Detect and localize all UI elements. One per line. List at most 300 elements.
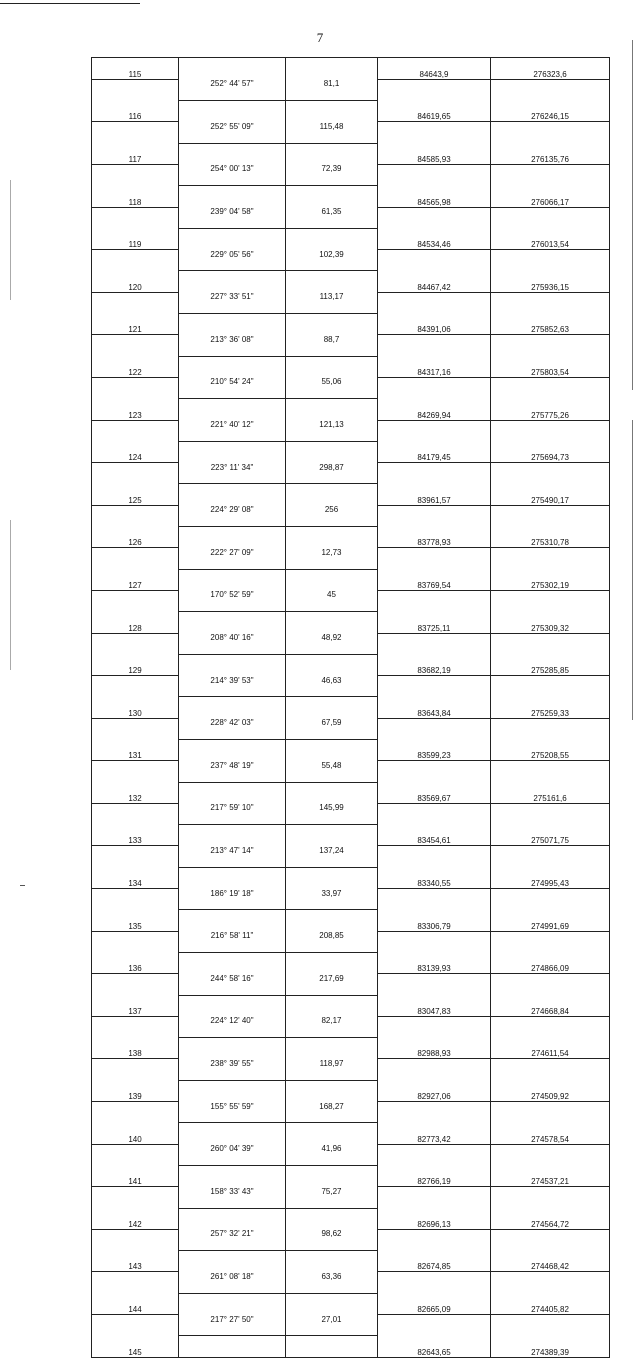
point-number-cell: 145 xyxy=(92,1336,179,1358)
table-row-segment xyxy=(92,164,610,185)
table-row-point xyxy=(92,1080,610,1101)
x-coordinate-cell-spacer xyxy=(378,1016,491,1037)
point-number-cell-spacer xyxy=(92,122,179,143)
y-coordinate-cell: 275490,17 xyxy=(491,484,610,505)
y-coordinate-cell-spacer xyxy=(491,420,610,441)
x-coordinate-cell: 84467,42 xyxy=(378,271,491,292)
x-coordinate-cell-spacer xyxy=(378,463,491,484)
x-coordinate-cell-spacer xyxy=(378,207,491,228)
angle-cell-spacer xyxy=(179,143,286,164)
distance-cell-spacer xyxy=(286,441,378,462)
distance-cell-spacer xyxy=(286,1208,378,1229)
point-number-cell-spacer xyxy=(92,548,179,569)
direction-angle-cell: 252° 55' 09" xyxy=(179,122,286,143)
x-coordinate-cell-spacer xyxy=(378,846,491,867)
y-coordinate-cell-spacer xyxy=(491,1144,610,1165)
y-coordinate-cell: 275310,78 xyxy=(491,527,610,548)
x-coordinate-cell-spacer xyxy=(378,803,491,824)
x-coordinate-cell-spacer xyxy=(378,79,491,100)
y-coordinate-cell-spacer xyxy=(491,889,610,910)
direction-angle-cell: 229° 05' 56" xyxy=(179,250,286,271)
x-coordinate-cell-spacer xyxy=(378,974,491,995)
point-number-cell-spacer xyxy=(92,1144,179,1165)
point-number-cell-spacer xyxy=(92,1102,179,1123)
table-row-segment xyxy=(92,122,610,143)
distance-cell: 118,97 xyxy=(286,1059,378,1080)
distance-cell: 102,39 xyxy=(286,250,378,271)
angle-cell-spacer xyxy=(179,612,286,633)
angle-cell-spacer xyxy=(179,527,286,548)
distance-cell-spacer xyxy=(286,186,378,207)
distance-cell: 168,27 xyxy=(286,1102,378,1123)
table-row-segment xyxy=(92,1229,610,1250)
distance-cell-spacer xyxy=(286,143,378,164)
distance-cell-spacer xyxy=(286,58,378,80)
distance-cell-spacer xyxy=(286,952,378,973)
distance-cell: 113,17 xyxy=(286,292,378,313)
y-coordinate-cell: 275803,54 xyxy=(491,356,610,377)
x-coordinate-cell-spacer xyxy=(378,122,491,143)
y-coordinate-cell: 274578,54 xyxy=(491,1123,610,1144)
direction-angle-cell: 224° 29' 08" xyxy=(179,505,286,526)
distance-cell-spacer xyxy=(286,314,378,335)
point-number-cell: 122 xyxy=(92,356,179,377)
distance-cell-spacer xyxy=(286,995,378,1016)
distance-cell: 98,62 xyxy=(286,1229,378,1250)
direction-angle-cell: 228° 42' 03" xyxy=(179,718,286,739)
distance-cell: 298,87 xyxy=(286,463,378,484)
direction-angle-cell: 214° 39' 53" xyxy=(179,676,286,697)
direction-angle-cell: 186° 19' 18" xyxy=(179,889,286,910)
direction-angle-cell: 227° 33' 51" xyxy=(179,292,286,313)
table-row-segment xyxy=(92,676,610,697)
table-row-segment xyxy=(92,803,610,824)
distance-cell-spacer xyxy=(286,101,378,122)
point-number-cell-spacer xyxy=(92,79,179,100)
angle-cell-spacer xyxy=(179,1336,286,1358)
x-coordinate-cell: 84269,94 xyxy=(378,399,491,420)
x-coordinate-cell-spacer xyxy=(378,1144,491,1165)
y-coordinate-cell: 275309,32 xyxy=(491,612,610,633)
point-number-cell: 116 xyxy=(92,101,179,122)
x-coordinate-cell: 82696,13 xyxy=(378,1208,491,1229)
x-coordinate-cell-spacer xyxy=(378,590,491,611)
table-row-segment xyxy=(92,420,610,441)
point-number-cell-spacer xyxy=(92,590,179,611)
table-row-segment xyxy=(92,1016,610,1037)
direction-angle-cell: 252° 44' 57" xyxy=(179,79,286,100)
direction-angle-cell: 170° 52' 59" xyxy=(179,590,286,611)
distance-cell-spacer xyxy=(286,867,378,888)
distance-cell-spacer xyxy=(286,612,378,633)
y-coordinate-cell: 275775,26 xyxy=(491,399,610,420)
x-coordinate-cell: 83769,54 xyxy=(378,569,491,590)
angle-cell-spacer xyxy=(179,271,286,292)
y-coordinate-cell: 276066,17 xyxy=(491,186,610,207)
distance-cell: 75,27 xyxy=(286,1187,378,1208)
x-coordinate-cell: 83643,84 xyxy=(378,697,491,718)
table-row-segment xyxy=(92,377,610,398)
table-row-point xyxy=(92,271,610,292)
x-coordinate-cell: 83725,11 xyxy=(378,612,491,633)
distance-cell-spacer xyxy=(286,399,378,420)
table-row-point xyxy=(92,1251,610,1272)
angle-cell-spacer xyxy=(179,995,286,1016)
point-number-cell: 136 xyxy=(92,952,179,973)
angle-cell-spacer xyxy=(179,101,286,122)
x-coordinate-cell: 82766,19 xyxy=(378,1165,491,1186)
point-number-cell: 143 xyxy=(92,1251,179,1272)
y-coordinate-cell: 274866,09 xyxy=(491,952,610,973)
point-number-cell-spacer xyxy=(92,718,179,739)
table-row-point xyxy=(92,356,610,377)
x-coordinate-cell: 83682,19 xyxy=(378,654,491,675)
table-row-segment xyxy=(92,718,610,739)
x-coordinate-cell: 84643,9 xyxy=(378,58,491,80)
x-coordinate-cell-spacer xyxy=(378,1315,491,1336)
y-coordinate-cell-spacer xyxy=(491,1016,610,1037)
x-coordinate-cell-spacer xyxy=(378,1229,491,1250)
direction-angle-cell: 257° 32' 21" xyxy=(179,1229,286,1250)
distance-cell: 81,1 xyxy=(286,79,378,100)
point-number-cell-spacer xyxy=(92,335,179,356)
y-coordinate-cell-spacer xyxy=(491,931,610,952)
y-coordinate-cell-spacer xyxy=(491,335,610,356)
angle-cell-spacer xyxy=(179,186,286,207)
y-coordinate-cell: 276323,6 xyxy=(491,58,610,80)
direction-angle-cell: 221° 40' 12" xyxy=(179,420,286,441)
table-row-segment xyxy=(92,931,610,952)
direction-angle-cell: 213° 36' 08" xyxy=(179,335,286,356)
table-row-point xyxy=(92,1208,610,1229)
distance-cell: 63,36 xyxy=(286,1272,378,1293)
direction-angle-cell: 223° 11' 34" xyxy=(179,463,286,484)
x-coordinate-cell: 82665,09 xyxy=(378,1293,491,1314)
x-coordinate-cell-spacer xyxy=(378,335,491,356)
table-row-segment xyxy=(92,761,610,782)
x-coordinate-cell-spacer xyxy=(378,889,491,910)
x-coordinate-cell: 84619,65 xyxy=(378,101,491,122)
table-row-point xyxy=(92,1165,610,1186)
direction-angle-cell: 217° 27' 50" xyxy=(179,1315,286,1336)
table-row-segment xyxy=(92,1272,610,1293)
x-coordinate-cell-spacer xyxy=(378,718,491,739)
point-number-cell: 117 xyxy=(92,143,179,164)
point-number-cell-spacer xyxy=(92,633,179,654)
y-coordinate-cell: 275071,75 xyxy=(491,825,610,846)
x-coordinate-cell: 82988,93 xyxy=(378,1038,491,1059)
table-row-point xyxy=(92,484,610,505)
direction-angle-cell: 210° 54' 24" xyxy=(179,377,286,398)
point-number-cell: 139 xyxy=(92,1080,179,1101)
distance-cell: 82,17 xyxy=(286,1016,378,1037)
direction-angle-cell: 261° 08' 18" xyxy=(179,1272,286,1293)
point-number-cell: 135 xyxy=(92,910,179,931)
point-number-cell: 134 xyxy=(92,867,179,888)
distance-cell-spacer xyxy=(286,484,378,505)
distance-cell: 115,48 xyxy=(286,122,378,143)
y-coordinate-cell-spacer xyxy=(491,1272,610,1293)
table-row-segment xyxy=(92,463,610,484)
distance-cell: 33,97 xyxy=(286,889,378,910)
point-number-cell: 125 xyxy=(92,484,179,505)
distance-cell: 88,7 xyxy=(286,335,378,356)
distance-cell-spacer xyxy=(286,1123,378,1144)
x-coordinate-cell-spacer xyxy=(378,292,491,313)
x-coordinate-cell: 83340,55 xyxy=(378,867,491,888)
angle-cell-spacer xyxy=(179,740,286,761)
point-number-cell: 144 xyxy=(92,1293,179,1314)
table-row-point xyxy=(92,910,610,931)
point-number-cell: 132 xyxy=(92,782,179,803)
x-coordinate-cell: 83454,61 xyxy=(378,825,491,846)
distance-cell: 12,73 xyxy=(286,548,378,569)
table-row-segment xyxy=(92,974,610,995)
x-coordinate-cell-spacer xyxy=(378,420,491,441)
point-number-cell-spacer xyxy=(92,931,179,952)
point-number-cell: 118 xyxy=(92,186,179,207)
y-coordinate-cell-spacer xyxy=(491,1315,610,1336)
angle-cell-spacer xyxy=(179,910,286,931)
point-number-cell-spacer xyxy=(92,1187,179,1208)
distance-cell-spacer xyxy=(286,228,378,249)
angle-cell-spacer xyxy=(179,697,286,718)
y-coordinate-cell-spacer xyxy=(491,377,610,398)
angle-cell-spacer xyxy=(179,654,286,675)
direction-angle-cell: 244° 58' 16" xyxy=(179,974,286,995)
point-number-cell: 141 xyxy=(92,1165,179,1186)
y-coordinate-cell: 275694,73 xyxy=(491,441,610,462)
x-coordinate-cell-spacer xyxy=(378,250,491,271)
y-coordinate-cell-spacer xyxy=(491,1102,610,1123)
y-coordinate-cell-spacer xyxy=(491,803,610,824)
x-coordinate-cell-spacer xyxy=(378,761,491,782)
table-row-point xyxy=(92,186,610,207)
direction-angle-cell: 238° 39' 55" xyxy=(179,1059,286,1080)
table-row-point xyxy=(92,441,610,462)
angle-cell-spacer xyxy=(179,1038,286,1059)
angle-cell-spacer xyxy=(179,825,286,846)
angle-cell-spacer xyxy=(179,1165,286,1186)
distance-cell: 55,48 xyxy=(286,761,378,782)
point-number-cell-spacer xyxy=(92,164,179,185)
y-coordinate-cell-spacer xyxy=(491,79,610,100)
table-row-segment xyxy=(92,292,610,313)
table-row-point xyxy=(92,612,610,633)
y-coordinate-cell-spacer xyxy=(491,122,610,143)
distance-cell-spacer xyxy=(286,1336,378,1358)
distance-cell-spacer xyxy=(286,1293,378,1314)
point-number-cell: 123 xyxy=(92,399,179,420)
angle-cell-spacer xyxy=(179,782,286,803)
coordinates-table xyxy=(91,57,610,1358)
y-coordinate-cell: 275259,33 xyxy=(491,697,610,718)
y-coordinate-cell: 274537,21 xyxy=(491,1165,610,1186)
direction-angle-cell: 254° 00' 13" xyxy=(179,164,286,185)
angle-cell-spacer xyxy=(179,952,286,973)
point-number-cell-spacer xyxy=(92,1272,179,1293)
y-coordinate-cell-spacer xyxy=(491,633,610,654)
table-row-point xyxy=(92,527,610,548)
distance-cell-spacer xyxy=(286,910,378,931)
y-coordinate-cell-spacer xyxy=(491,846,610,867)
x-coordinate-cell-spacer xyxy=(378,1272,491,1293)
page-number: 7 xyxy=(316,30,324,45)
y-coordinate-cell: 274991,69 xyxy=(491,910,610,931)
point-number-cell-spacer xyxy=(92,207,179,228)
y-coordinate-cell: 275161,6 xyxy=(491,782,610,803)
table-row-segment xyxy=(92,79,610,100)
table-row-segment xyxy=(92,1315,610,1336)
distance-cell-spacer xyxy=(286,1251,378,1272)
table-row-point xyxy=(92,952,610,973)
distance-cell-spacer xyxy=(286,1080,378,1101)
point-number-cell: 137 xyxy=(92,995,179,1016)
angle-cell-spacer xyxy=(179,1251,286,1272)
y-coordinate-cell: 274995,43 xyxy=(491,867,610,888)
table-row-segment xyxy=(92,335,610,356)
distance-cell-spacer xyxy=(286,782,378,803)
y-coordinate-cell: 276135,76 xyxy=(491,143,610,164)
angle-cell-spacer xyxy=(179,314,286,335)
distance-cell: 41,96 xyxy=(286,1144,378,1165)
x-coordinate-cell: 82643,65 xyxy=(378,1336,491,1358)
distance-cell: 217,69 xyxy=(286,974,378,995)
point-number-cell-spacer xyxy=(92,974,179,995)
x-coordinate-cell: 84317,16 xyxy=(378,356,491,377)
direction-angle-cell: 239° 04' 58" xyxy=(179,207,286,228)
x-coordinate-cell: 82773,42 xyxy=(378,1123,491,1144)
left-margin-rule xyxy=(10,180,11,300)
table-row-point xyxy=(92,1038,610,1059)
direction-angle-cell: 217° 59' 10" xyxy=(179,803,286,824)
x-coordinate-cell: 83047,83 xyxy=(378,995,491,1016)
page-mark xyxy=(20,885,25,886)
distance-cell: 67,59 xyxy=(286,718,378,739)
right-margin-rule xyxy=(632,40,633,390)
table-row-point xyxy=(92,654,610,675)
top-rule xyxy=(0,3,140,4)
table-row-point xyxy=(92,825,610,846)
direction-angle-cell: 213° 47' 14" xyxy=(179,846,286,867)
distance-cell: 121,13 xyxy=(286,420,378,441)
point-number-cell: 121 xyxy=(92,314,179,335)
angle-cell-spacer xyxy=(179,484,286,505)
point-number-cell: 120 xyxy=(92,271,179,292)
x-coordinate-cell: 83599,23 xyxy=(378,740,491,761)
point-number-cell-spacer xyxy=(92,676,179,697)
table-row-point xyxy=(92,782,610,803)
distance-cell-spacer xyxy=(286,1165,378,1186)
point-number-cell-spacer xyxy=(92,889,179,910)
y-coordinate-cell-spacer xyxy=(491,590,610,611)
right-margin-rule xyxy=(632,420,633,720)
point-number-cell-spacer xyxy=(92,420,179,441)
angle-cell-spacer xyxy=(179,1293,286,1314)
table-row-segment xyxy=(92,633,610,654)
x-coordinate-cell: 83961,57 xyxy=(378,484,491,505)
x-coordinate-cell: 82927,06 xyxy=(378,1080,491,1101)
table-row-point xyxy=(92,697,610,718)
direction-angle-cell: 260° 04' 39" xyxy=(179,1144,286,1165)
y-coordinate-cell-spacer xyxy=(491,761,610,782)
point-number-cell-spacer xyxy=(92,761,179,782)
x-coordinate-cell: 84391,06 xyxy=(378,314,491,335)
y-coordinate-cell-spacer xyxy=(491,548,610,569)
y-coordinate-cell-spacer xyxy=(491,718,610,739)
table-row-point xyxy=(92,143,610,164)
x-coordinate-cell-spacer xyxy=(378,505,491,526)
y-coordinate-cell: 274509,92 xyxy=(491,1080,610,1101)
table-row-segment xyxy=(92,1102,610,1123)
angle-cell-spacer xyxy=(179,1208,286,1229)
table-row-segment xyxy=(92,846,610,867)
point-number-cell-spacer xyxy=(92,1059,179,1080)
y-coordinate-cell-spacer xyxy=(491,292,610,313)
table-row-segment xyxy=(92,889,610,910)
y-coordinate-cell: 274468,42 xyxy=(491,1251,610,1272)
distance-cell-spacer xyxy=(286,271,378,292)
y-coordinate-cell-spacer xyxy=(491,1229,610,1250)
distance-cell: 137,24 xyxy=(286,846,378,867)
y-coordinate-cell-spacer xyxy=(491,1059,610,1080)
x-coordinate-cell: 82674,85 xyxy=(378,1251,491,1272)
direction-angle-cell: 222° 27' 09" xyxy=(179,548,286,569)
y-coordinate-cell: 276013,54 xyxy=(491,228,610,249)
table-row-segment xyxy=(92,250,610,271)
table-row-point xyxy=(92,1293,610,1314)
table-row-point xyxy=(92,58,610,80)
point-number-cell: 127 xyxy=(92,569,179,590)
point-number-cell-spacer xyxy=(92,250,179,271)
x-coordinate-cell-spacer xyxy=(378,164,491,185)
direction-angle-cell: 158° 33' 43" xyxy=(179,1187,286,1208)
x-coordinate-cell-spacer xyxy=(378,377,491,398)
x-coordinate-cell-spacer xyxy=(378,676,491,697)
table-row-point xyxy=(92,101,610,122)
direction-angle-cell: 216° 58' 11" xyxy=(179,931,286,952)
x-coordinate-cell: 83139,93 xyxy=(378,952,491,973)
y-coordinate-cell: 274611,54 xyxy=(491,1038,610,1059)
point-number-cell-spacer xyxy=(92,377,179,398)
left-margin-rule xyxy=(10,520,11,670)
table-row-segment xyxy=(92,548,610,569)
point-number-cell-spacer xyxy=(92,1315,179,1336)
point-number-cell-spacer xyxy=(92,846,179,867)
table-row-point xyxy=(92,867,610,888)
angle-cell-spacer xyxy=(179,228,286,249)
angle-cell-spacer xyxy=(179,867,286,888)
table-row-point xyxy=(92,569,610,590)
x-coordinate-cell: 84179,45 xyxy=(378,441,491,462)
angle-cell-spacer xyxy=(179,441,286,462)
point-number-cell: 133 xyxy=(92,825,179,846)
distance-cell-spacer xyxy=(286,740,378,761)
point-number-cell-spacer xyxy=(92,1016,179,1037)
point-number-cell: 140 xyxy=(92,1123,179,1144)
x-coordinate-cell: 84534,46 xyxy=(378,228,491,249)
table-row-segment xyxy=(92,1059,610,1080)
point-number-cell: 124 xyxy=(92,441,179,462)
point-number-cell: 119 xyxy=(92,228,179,249)
table-row-point xyxy=(92,740,610,761)
x-coordinate-cell: 83778,93 xyxy=(378,527,491,548)
angle-cell-spacer xyxy=(179,399,286,420)
distance-cell: 256 xyxy=(286,505,378,526)
y-coordinate-cell-spacer xyxy=(491,676,610,697)
direction-angle-cell: 224° 12' 40" xyxy=(179,1016,286,1037)
distance-cell: 72,39 xyxy=(286,164,378,185)
